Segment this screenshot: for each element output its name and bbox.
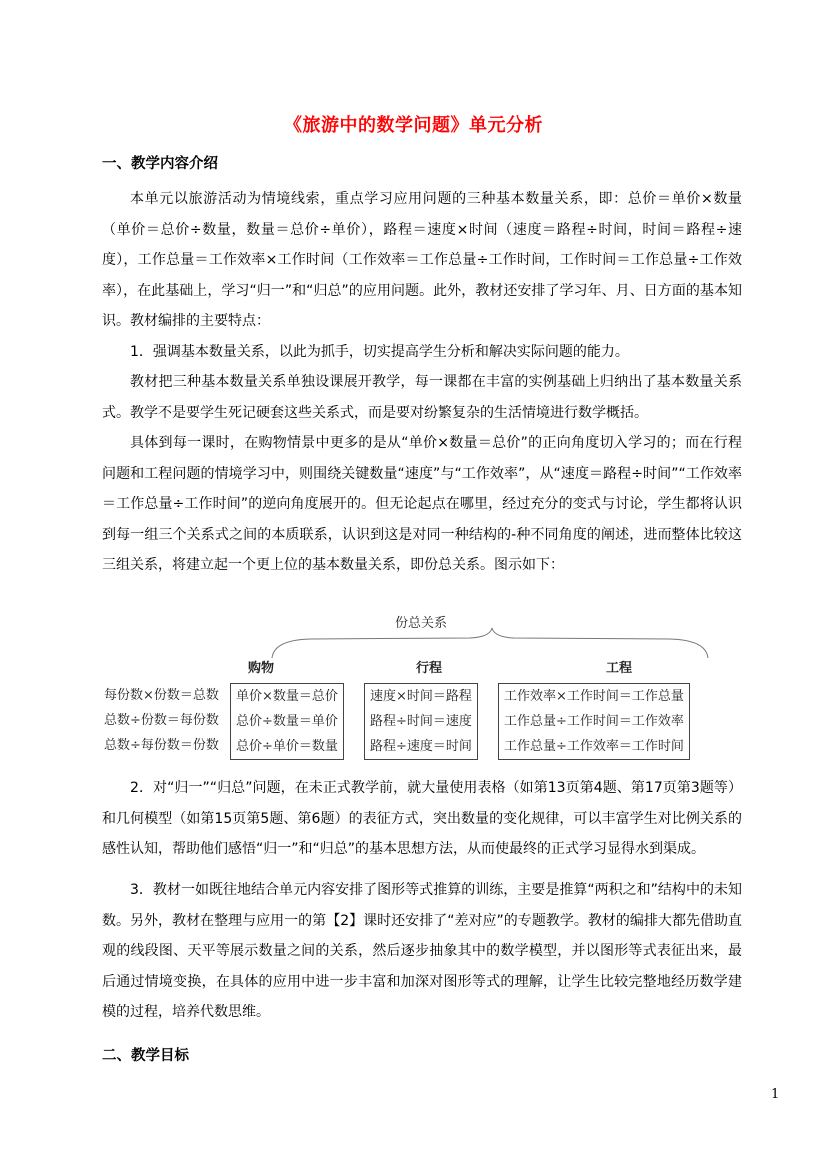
- brace-connector: [270, 626, 710, 660]
- paragraph-feature-2: 2．对“归一”“归总”问题，在未正式教学前，就大量使用表格（如第13页第4题、第17页第3题等）和几何模型（如第15页第5题、第6题）的表征方式，突出数量的变化规律，可以丰富学生对比例关系的感性认知，帮助他们感悟“归一”和“归总”的基本思想方法，从而使最终的正式学习显得水到渠成。: [102, 780, 742, 858]
- travel-equations-box: [364, 683, 478, 760]
- equation: 路程÷速度＝时间: [370, 739, 472, 754]
- paragraph-feature-1-example: 具体到每一课时，在购物情景中更多的是从“单价×数量＝总价”的正向角度切入学习的；而在行程问题和工程问题的情境学习中，则围绕关键数量“速度”与“工作效率”，从“速度＝路程÷时间”“工作效率＝工作总量÷工作时间”的逆向角度展开的。但无论起点在哪里，经过充分的变式与讨论，学生都将认识到每一组三个关系式之间的本质联系，认识到这是对同一种结构的-种不同角度的阐述，进而整体比较这三组关系，将建立起一个更上位的基本数量关系，即份总关系。图示如下：: [102, 435, 742, 574]
- shopping-equations-box: [230, 683, 344, 760]
- paragraph-feature-3: 3．教材一如既往地结合单元内容安排了图形等式推算的训练，主要是推算“两积之和”结构中的未知数。另外，教材在整理与应用一的第【2】课时还安排了“差对应”的专题教学。教材的编排大都先借助直观的线段图、天平等展示数量之间的关系，然后逐步抽象其中的数学模型，并以图形等式表征出来，最后通过情境变换，在具体的应用中进一步丰富和加深对图形等式的理解，让学生比较完整地经历数学建模的过程，培养代数思维。: [102, 882, 742, 1021]
- equation: 工作总量÷工作时间＝工作效率: [504, 714, 684, 729]
- category-shopping-label: 购物: [248, 661, 275, 676]
- work-equations-box: [498, 683, 690, 760]
- equation: 工作总量÷工作效率＝工作时间: [504, 739, 684, 754]
- equation: 路程÷时间＝速度: [370, 714, 472, 729]
- diagram-root-label: 份总关系: [395, 616, 448, 631]
- paragraph-intro: 本单元以旅游活动为情境线索，重点学习应用问题的三种基本数量关系，即：总价＝单价×数量（单价＝总价÷数量，数量＝总价÷单价），路程＝速度×时间（速度＝路程÷时间，时间＝路程÷速度），工作总量＝工作效率×工作时间（工作效率＝工作总量÷工作时间，工作时间＝工作总量÷工作效率），在此基础上，学习“归一”和“归总”的应用问题。此外，教材还安排了学习年、月、日方面的基本知识。: [102, 191, 742, 330]
- equation: 总数÷每份数＝份数: [104, 738, 219, 753]
- equation: 每份数×份数＝总数: [104, 688, 219, 703]
- paragraph-feature-1: 1．强调基本数量关系，以此为抓手，切实提高学生分析和解决实际问题的能力。: [130, 344, 629, 360]
- page-number: 1: [771, 1087, 780, 1102]
- paragraph-feature-1-detail: 教材把三种基本数量关系单独设课展开教学，每一课都在丰富的实例基础上归纳出了基本数量关系式。教学不是要学生死记硬套这些关系式，而是要对纷繁复杂的生活情境进行数学概括。: [102, 374, 742, 421]
- category-work-label: 工程: [606, 661, 633, 676]
- equation: 总价÷单价＝数量: [236, 739, 338, 754]
- equation: 单价×数量＝总价: [236, 689, 338, 704]
- section-heading-content: 一、教学内容介绍: [102, 156, 218, 172]
- general-equations: [104, 683, 219, 758]
- equation: 总价÷数量＝单价: [236, 714, 338, 729]
- equation: 总数÷份数＝每份数: [104, 713, 219, 728]
- equation: 工作效率×工作时间＝工作总量: [504, 689, 684, 704]
- document-title: 《旅游中的数学问题》单元分析: [284, 115, 543, 136]
- section-heading-goals: 二、教学目标: [102, 1048, 189, 1064]
- paragraph-features-label: 教材编排的主要特点：: [130, 313, 270, 329]
- equation: 速度×时间＝路程: [370, 689, 472, 704]
- part-whole-diagram: [100, 608, 710, 770]
- category-travel-label: 行程: [416, 661, 443, 676]
